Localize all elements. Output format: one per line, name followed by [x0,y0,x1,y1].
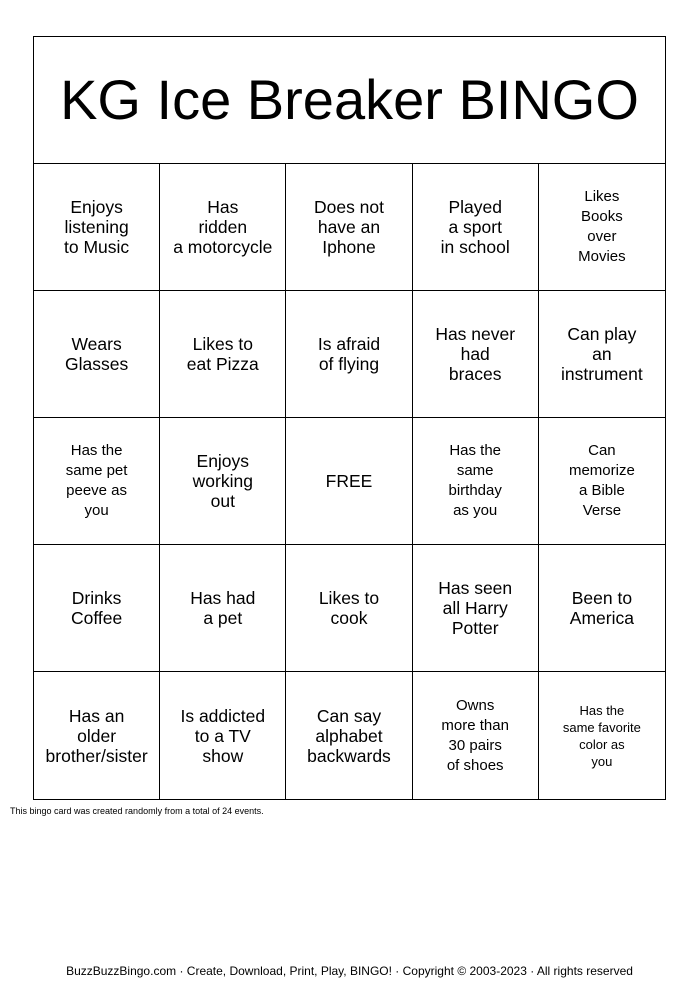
bingo-square: Has an older brother/sister [34,672,160,799]
bingo-square: Has never had braces [413,291,539,418]
bingo-square: Likes to eat Pizza [160,291,286,418]
bingo-square: Has the same birthday as you [413,418,539,545]
bingo-square: Owns more than 30 pairs of shoes [413,672,539,799]
bingo-square: Enjoys listening to Music [34,164,160,291]
bingo-square: Can memorize a Bible Verse [539,418,665,545]
bingo-square: Has the same favorite color as you [562,702,641,769]
bingo-square: Is addicted to a TV show [160,672,286,799]
bingo-square: Does not have an Iphone [286,164,412,291]
bingo-square: Is afraid of flying [286,291,412,418]
bingo-square: Likes Books over Movies [539,164,665,291]
bingo-square: Played a sport in school [413,164,539,291]
bingo-square: Drinks Coffee [34,545,160,672]
bingo-square: Has seen all Harry Potter [413,545,539,672]
card-title: KG Ice Breaker BINGO [34,37,665,164]
bingo-grid [34,164,665,799]
page-footer: BuzzBuzzBingo.com · Create, Download, Print, Play, BINGO! · Copyright © 2003-2023 · All rights reserved [66,964,633,978]
bingo-square: Has ridden a motorcycle [160,164,286,291]
bingo-square: Been to America [539,545,665,672]
bingo-square: Can say alphabet backwards [286,672,412,799]
bingo-square: Enjoys working out [160,418,286,545]
free-square: FREE [286,418,412,545]
bingo-square: Wears Glasses [34,291,160,418]
bingo-square: Can play an instrument [539,291,665,418]
bingo-square: Likes to cook [286,545,412,672]
bingo-square: Has the same pet peeve as you [34,418,160,545]
bingo-card [33,36,666,800]
bingo-square: Has had a pet [160,545,286,672]
generation-note: This bingo card was created randomly from a total of 24 events. [10,806,264,816]
